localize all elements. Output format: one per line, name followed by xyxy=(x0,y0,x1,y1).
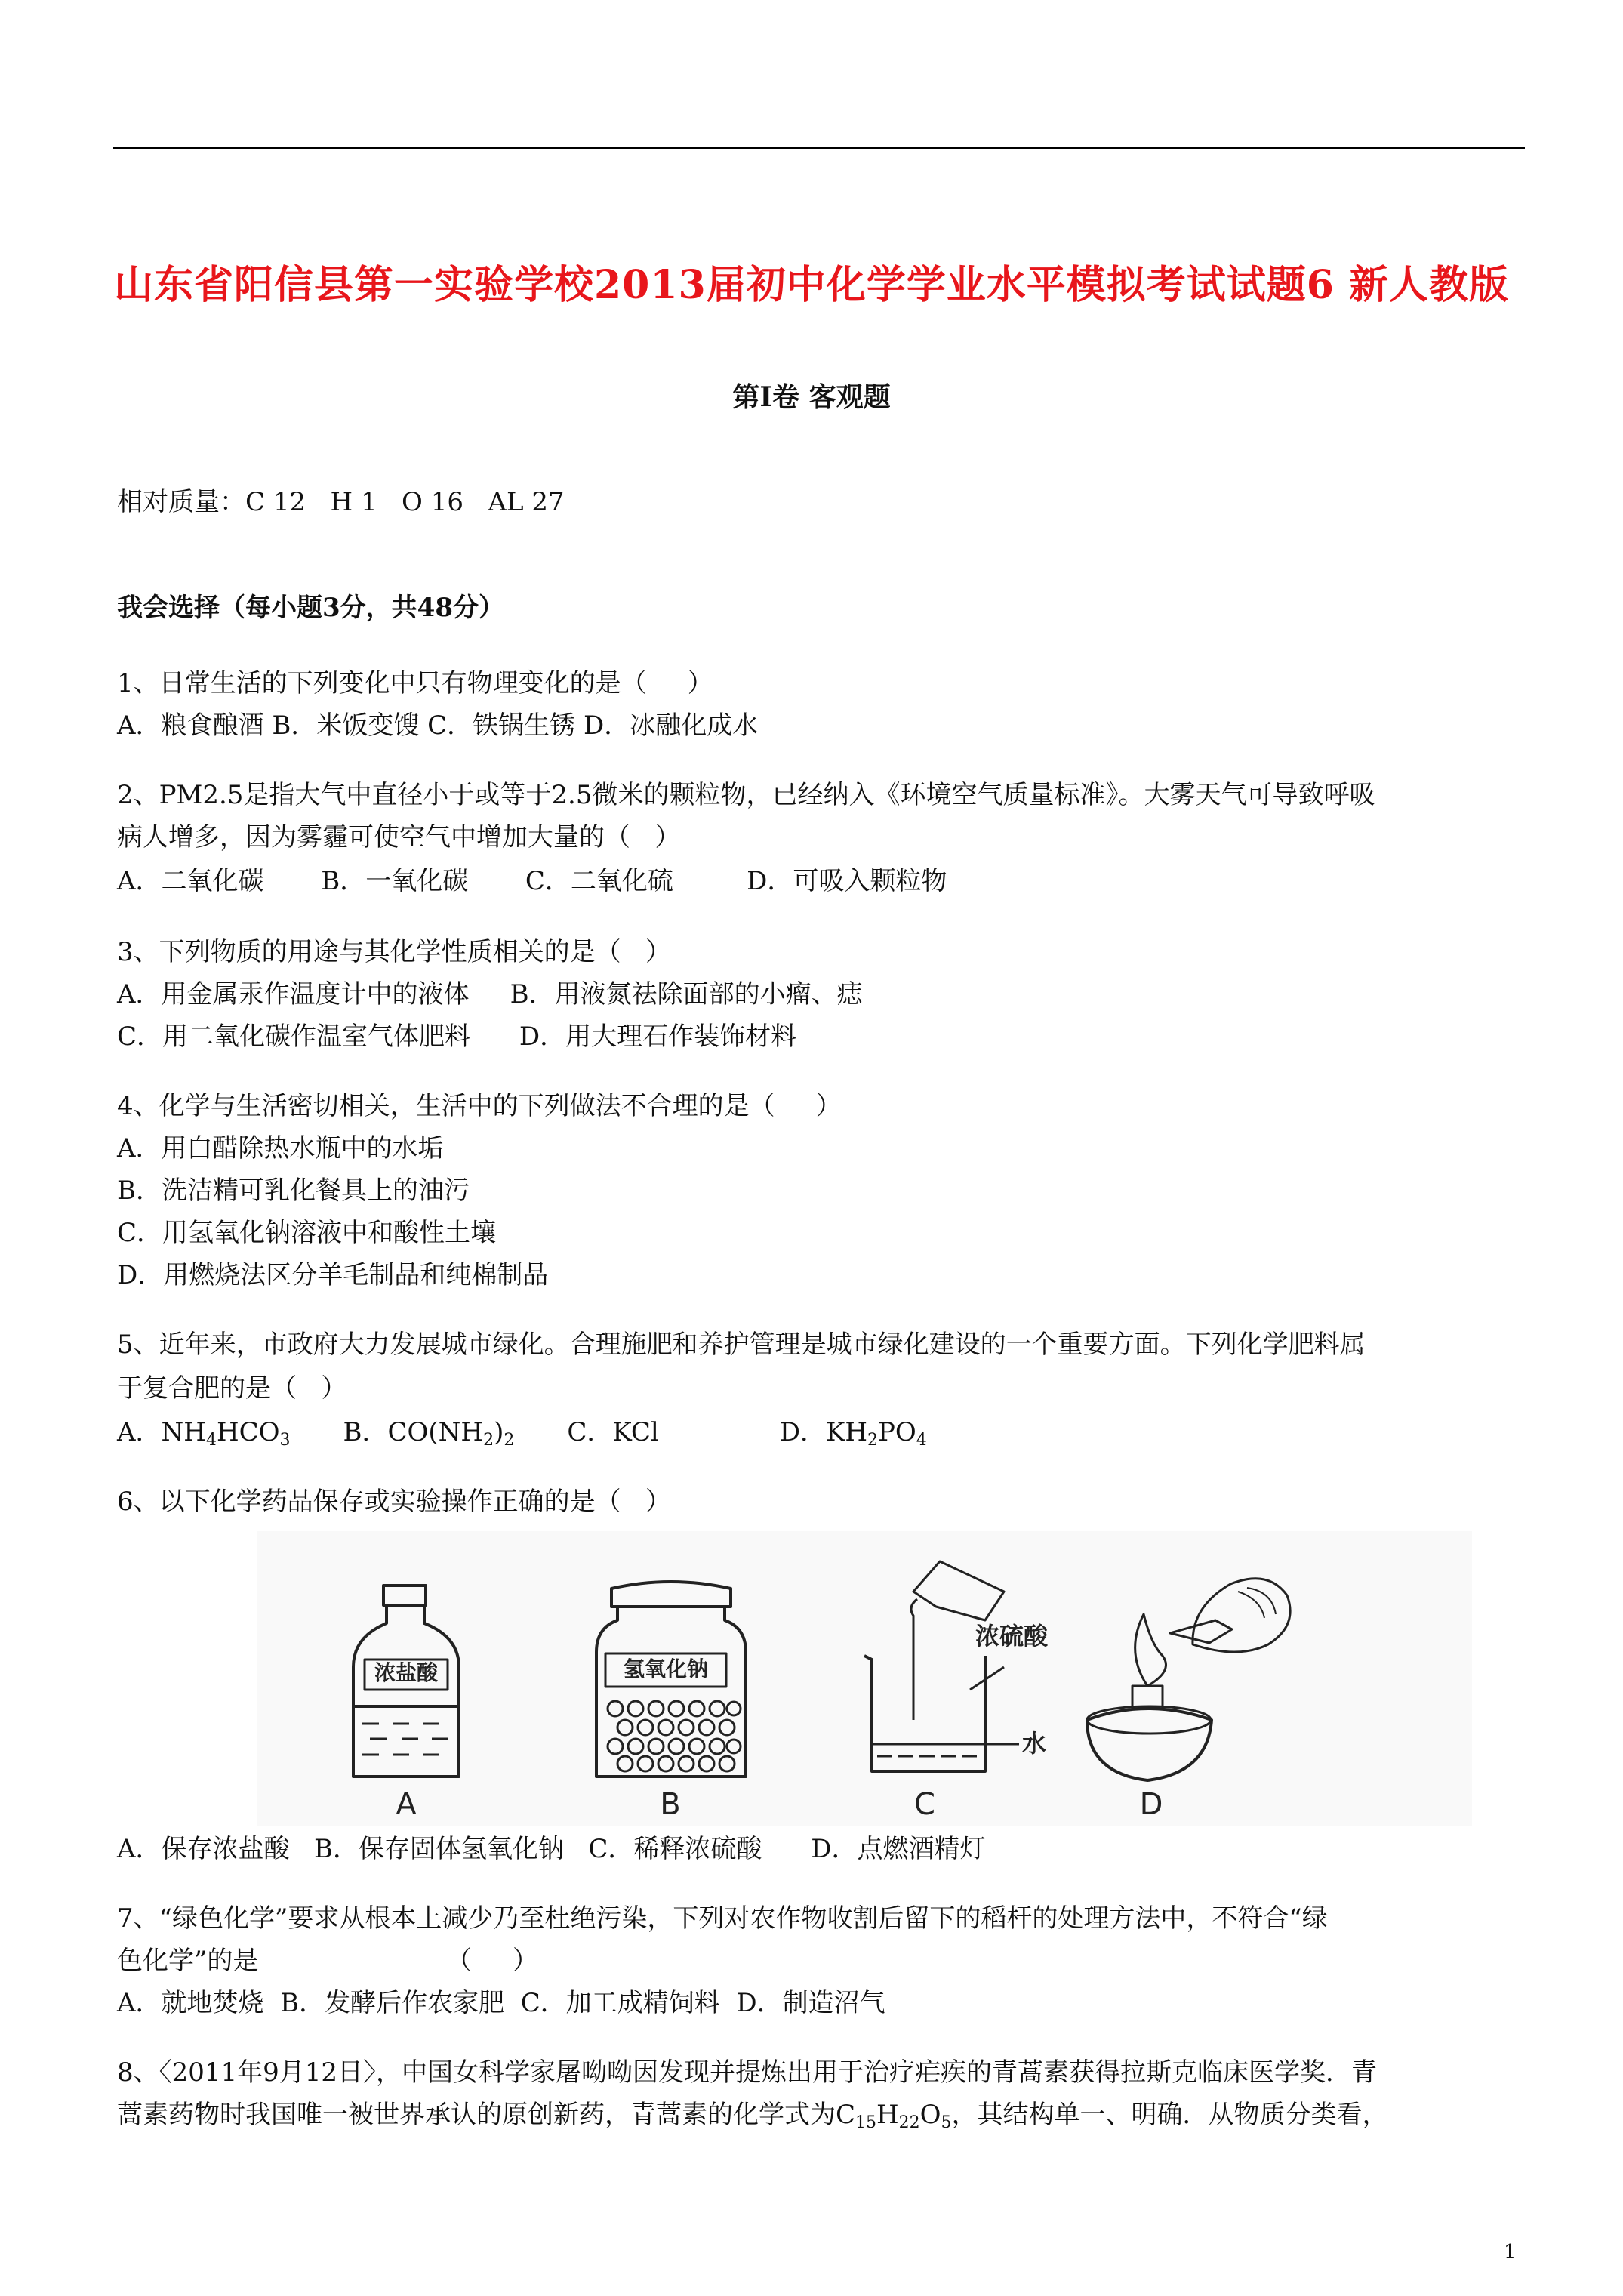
q7-stem-2: 色化学”的是 （ ） xyxy=(117,1946,538,1976)
figure-label-c: C xyxy=(914,1787,935,1822)
q5-option-c: C．KCl xyxy=(567,1417,659,1447)
q3-stem: 3、下列物质的用途与其化学性质相关的是（ ） xyxy=(117,937,672,967)
q7-options: A．就地焚烧 B．发酵后作农家肥 C．加工成精饲料 D．制造沼气 xyxy=(117,1988,885,2018)
q8-stem-2: 蒿素药物时我国唯一被世界承认的原创新药，青蒿素的化学式为$C_{15}H_{22}O_5$，其结构单一、明确．从物质分类看， xyxy=(117,2100,1388,2132)
q2-stem-1: 2、PM2.5是指大气中直径小于或等于2.5微米的颗粒物，已经纳入《环境空气质量标准》。大雾天气可导致呼吸 xyxy=(117,780,1375,810)
q7-stem-1: 7、“绿色化学”要求从根本上减少乃至杜绝污染，下列对农作物收割后留下的稻杆的处理方法中，不符合“绿 xyxy=(117,1903,1328,1934)
label-water: 水 xyxy=(1021,1729,1047,1758)
page-number: 1 xyxy=(1504,2241,1517,2264)
label-sodium-hydroxide: 氢氧化钠 xyxy=(623,1657,709,1681)
q4-option-d: D．用燃烧法区分羊毛制品和纯棉制品 xyxy=(117,1260,549,1290)
q6-stem: 6、以下化学药品保存或实验操作正确的是（ ） xyxy=(117,1487,672,1517)
q1-options: A．粮食酿酒 B．米饭变馊 C．铁锅生锈 D．冰融化成水 xyxy=(117,710,759,741)
q4-stem: 4、化学与生活密切相关，生活中的下列做法不合理的是（ ） xyxy=(117,1091,842,1121)
q6-options: A．保存浓盐酸 B．保存固体氢氧化钠 C．稀释浓硫酸 D．点燃酒精灯 xyxy=(117,1834,986,1864)
q3-options-2: C．用二氧化碳作温室气体肥料 D．用大理石作装饰材料 xyxy=(117,1022,797,1052)
q5-option-d: D．$KH_2PO_4$ xyxy=(779,1417,927,1450)
q5-stem-1: 5、近年来，市政府大力发展城市绿化。合理施肥和养护管理是城市绿化建设的一个重要方面。下列化学肥料属 xyxy=(117,1330,1366,1360)
lab-equipment-illustration xyxy=(257,1531,1472,1826)
beaker-c-icon xyxy=(864,1561,1019,1771)
q5-option-a: A．$NH_4HCO_3$ xyxy=(117,1417,291,1450)
section-title: 第Ⅰ卷 客观题 xyxy=(732,381,891,413)
q5-stem-2: 于复合肥的是（ ） xyxy=(117,1373,347,1404)
q3-options-1: A．用金属汞作温度计中的液体 B．用液氮祛除面部的小瘤、痣 xyxy=(117,979,863,1009)
figure-label-b: B xyxy=(660,1787,681,1822)
alcohol-lamp-d-icon xyxy=(1087,1579,1290,1780)
label-hydrochloric-acid: 浓盐酸 xyxy=(374,1660,439,1685)
q8-stem-1: 8、〈2011年9月12日〉，中国女科学家屠呦呦因发现并提炼出用于治疗疟疾的青蒿素获得拉斯克临床医学奖．青 xyxy=(117,2057,1378,2088)
q4-option-c: C．用氢氧化钠溶液中和酸性土壤 xyxy=(117,1218,497,1248)
q4-option-a: A．用白醋除热水瓶中的水垢 xyxy=(117,1133,444,1163)
q4-option-b: B．洗洁精可乳化餐具上的油污 xyxy=(117,1176,470,1206)
q5-options xyxy=(117,1417,927,1450)
q5-option-b: B．$CO(NH_2)_2$ xyxy=(343,1417,515,1450)
page-title: 山东省阳信县第一实验学校2013届初中化学学业水平模拟考试试题6 新人教版 xyxy=(113,262,1509,308)
q1-stem: 1、日常生活的下列变化中只有物理变化的是（ ） xyxy=(117,668,713,698)
q2-stem-2: 病人增多，因为雾霾可使空气中增加大量的（ ） xyxy=(117,822,681,852)
figure-label-d: D xyxy=(1139,1787,1163,1822)
q2-options: A．二氧化碳 B．一氧化碳 C．二氧化硫 D．可吸入颗粒物 xyxy=(117,866,947,896)
figure-label-a: A xyxy=(396,1787,417,1822)
instruction: 我会选择（每小题3分，共48分） xyxy=(117,593,504,623)
header-rule xyxy=(113,147,1525,149)
relative-masses: 相对质量：C 12 H 1 O 16 AL 27 xyxy=(117,487,565,517)
label-sulfuric-acid: 浓硫酸 xyxy=(975,1622,1049,1650)
q6-figure xyxy=(257,1531,1472,1826)
